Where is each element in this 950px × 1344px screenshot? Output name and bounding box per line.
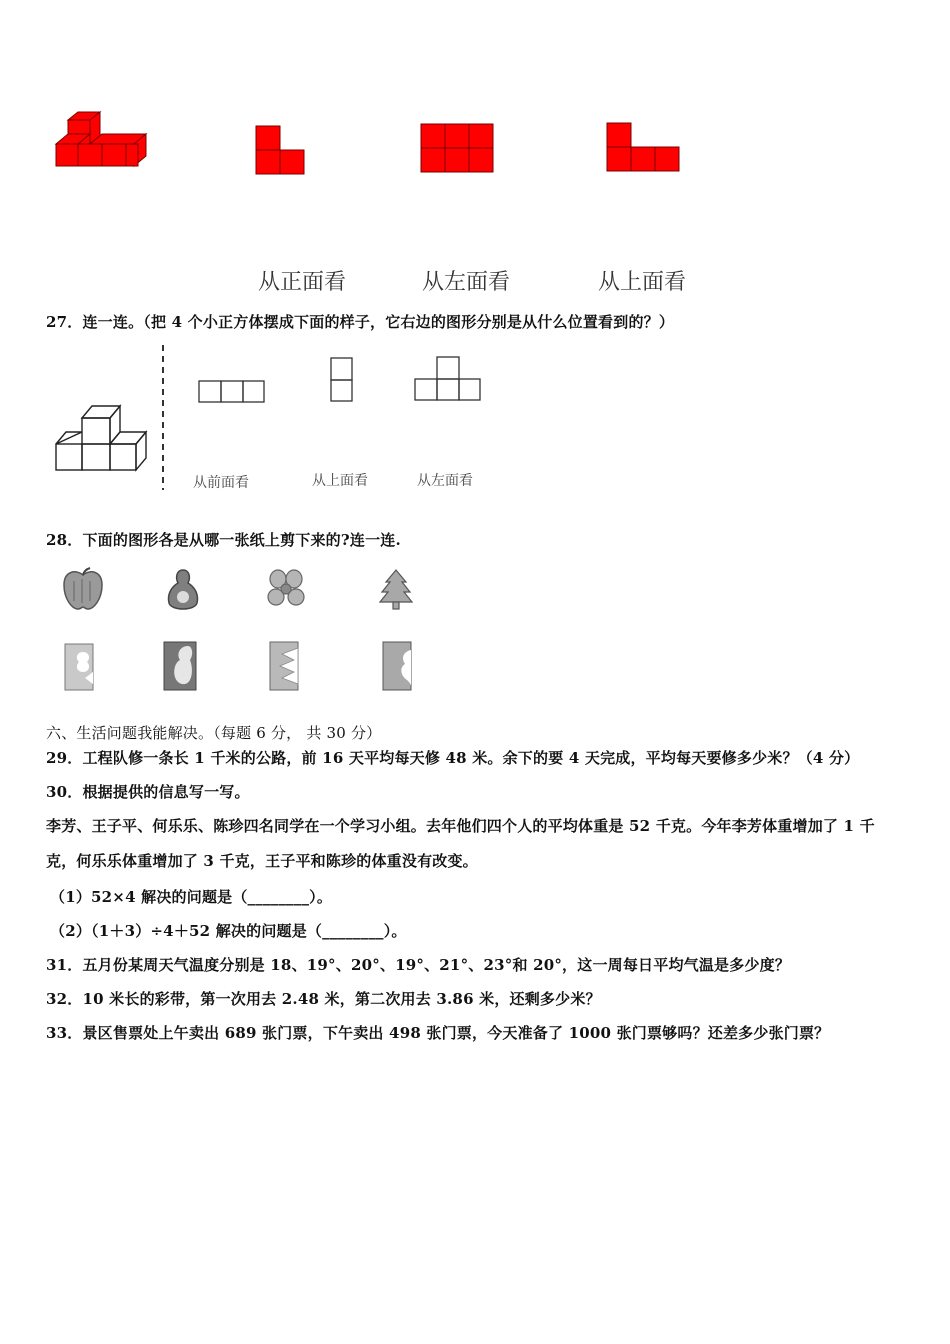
question-27: 27．连一连。（把 4 个小正方体摆成下面的样子，它右边的图形分别是从什么位置看到的？） <box>46 313 675 331</box>
question-30: 30．根据提供的信息写一写。 <box>46 783 250 801</box>
cut-paper-4-icon <box>381 640 413 692</box>
view-t-shape <box>414 356 482 402</box>
flower-shape-icon <box>263 568 309 610</box>
label-left-view: 从左面看 <box>422 270 511 295</box>
question-33: 33．景区售票处上午卖出 689 张门票，下午卖出 498 张门票，今天准备了 1000 张门票够吗？还差多少张门票？ <box>46 1024 830 1042</box>
view-three-in-row <box>198 380 266 404</box>
question-31: 31．五月份某周天气温度分别是 18、19°、20°、19°、21°、23°和 20°，这一周每日平均气温是多少度？ <box>46 956 791 974</box>
view-two-stacked <box>330 357 354 403</box>
cut-paper-1-icon <box>63 642 95 692</box>
apple-shape-icon <box>60 567 106 611</box>
cut-paper-2-icon <box>162 640 198 692</box>
red-cube-solid <box>50 108 155 188</box>
tree-shape-icon <box>378 568 414 610</box>
cube-stack-drawing <box>52 402 152 474</box>
label-top-view: 从上面看 <box>598 270 687 295</box>
question-32: 32．10 米长的彩带，第一次用去 2.48 米，第二次用去 3.86 米，还剩多少米？ <box>46 990 601 1008</box>
question-30-paragraph-line1: 李芳、王子平、何乐乐、陈珍四名同学在一个学习小组。去年他们四个人的平均体重是 52 千克。今年李芳体重增加了 1 千 <box>46 817 875 835</box>
cut-paper-3-icon <box>268 640 300 692</box>
section-6-title: 六、生活问题我能解决。（每题 6 分， 共 30 分） <box>46 724 382 742</box>
label-front-view: 从正面看 <box>258 270 347 295</box>
red-front-view <box>255 125 305 175</box>
label-from-front: 从前面看 <box>193 475 249 491</box>
red-left-view <box>420 123 494 173</box>
label-from-top: 从上面看 <box>312 473 368 489</box>
question-30-sub2: （2）（1＋3）÷4＋52 解决的问题是（________）。 <box>50 922 407 940</box>
red-top-view <box>606 122 680 172</box>
gourd-shape-icon <box>163 567 203 613</box>
question-28: 28．下面的图形各是从哪一张纸上剪下来的?连一连. <box>46 531 401 549</box>
question-30-paragraph-line2: 克，何乐乐体重增加了 3 千克，王子平和陈珍的体重没有改变。 <box>46 852 478 870</box>
label-from-left: 从左面看 <box>417 473 473 489</box>
dashed-divider <box>160 345 166 490</box>
question-29: 29．工程队修一条长 1 千米的公路，前 16 天平均每天修 48 米。余下的要 4 天完成，平均每天要修多少米？（4 分） <box>46 749 860 767</box>
question-30-sub1: （1）52×4 解决的问题是（________）。 <box>50 888 333 906</box>
